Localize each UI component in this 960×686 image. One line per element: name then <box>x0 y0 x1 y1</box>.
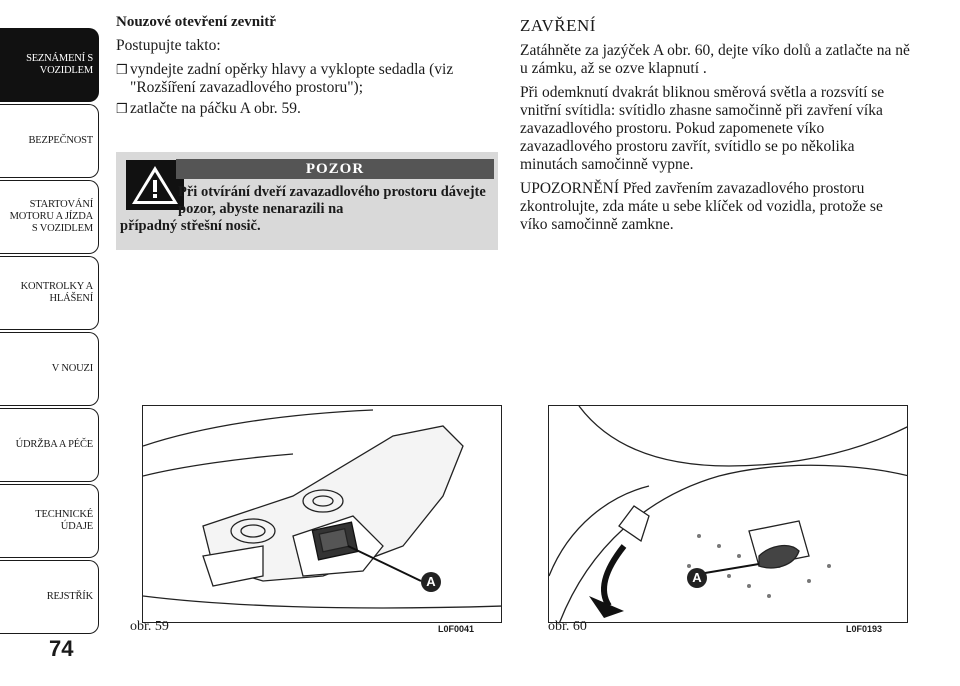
tab-kontrolky[interactable] <box>0 256 99 330</box>
list-item-text: vyndejte zadní opěrky hlavy a vyklopte sedadla (viz "Rozšíření zavazadlového prostoru"); <box>130 61 454 96</box>
tab-udrzba[interactable] <box>0 408 99 482</box>
list-item <box>116 61 500 97</box>
tab-seznameni-s-vozidlem[interactable] <box>0 28 99 102</box>
section-title: ZAVŘENÍ <box>520 16 596 35</box>
checkbox-bullet-icon: ❒ <box>116 101 128 116</box>
figure-code: L0F0193 <box>846 624 883 634</box>
intro-text: Postupujte takto: <box>116 37 221 54</box>
tab-label: V NOUZI <box>51 363 93 374</box>
tab-label: ÚDRŽBA A PÉČE <box>15 439 93 450</box>
left-column <box>116 14 500 121</box>
tab-label: STARTOVÁNÍ MOTORU A JÍZDA S VOZIDLEM <box>9 199 93 234</box>
tab-label: REJSTŘÍK <box>46 591 93 602</box>
figure-59-illustration <box>142 405 502 623</box>
tab-label: KONTROLKY A HLÁŠENÍ <box>20 281 93 304</box>
warning-box <box>116 152 498 250</box>
paragraph: Zatáhněte za jazýček A obr. 60, dejte víko dolů a zatlačte na ně u zámku, až se ozve klapnutí . <box>520 42 910 77</box>
warning-text: Při otvírání dveří zavazadlového prostoru dávejte pozor, abyste nenarazili na <box>178 184 486 217</box>
figure-caption: obr. 60 <box>548 619 587 634</box>
chapter-sidebar <box>0 0 100 686</box>
tab-label: BEZPEČNOST <box>28 135 93 146</box>
tab-v-nouzi[interactable] <box>0 332 99 406</box>
notice-paragraph: UPOZORNĚNÍ Před zavřením zavazadlového prostoru zkontrolujte, zda máte u sebe klíček od vozidla, protože se víko samočinně zamkne. <box>520 180 883 233</box>
page-number: 74 <box>49 636 74 661</box>
warning-text-continued: případný střešní nosič. <box>120 218 261 234</box>
tab-bezpecnost[interactable] <box>0 104 99 178</box>
paragraph: Při odemknutí dvakrát bliknou směrová světla a rozsvítí se vnitřní svítidla: svítidlo zhasne samočinně při zavření víka zavazadlového prostoru. Pokud zapomenete víko zavazadlového prostoru zavřít, svítidlo se po několika minutách samočinně vypne. <box>520 84 885 173</box>
tab-label: TECHNICKÉ ÚDAJE <box>35 509 93 532</box>
right-column <box>520 14 910 240</box>
tab-startovani[interactable] <box>0 180 99 254</box>
tab-label: SEZNÁMENÍ S VOZIDLEM <box>26 53 93 76</box>
section-heading: Nouzové otevření zevnitř <box>116 14 276 30</box>
tab-rejstrik[interactable] <box>0 560 99 634</box>
list-item-text: zatlačte na páčku A obr. 59. <box>130 100 301 117</box>
tab-technicke-udaje[interactable] <box>0 484 99 558</box>
figure-60-illustration <box>548 405 908 623</box>
warning-title: POZOR <box>176 159 494 179</box>
callout-label-a: A <box>421 572 441 592</box>
list-item <box>116 100 500 118</box>
figure-code: L0F0041 <box>438 624 475 634</box>
callout-label-a: A <box>687 568 707 588</box>
checkbox-bullet-icon: ❒ <box>116 62 128 77</box>
figure-caption: obr. 59 <box>130 619 169 634</box>
